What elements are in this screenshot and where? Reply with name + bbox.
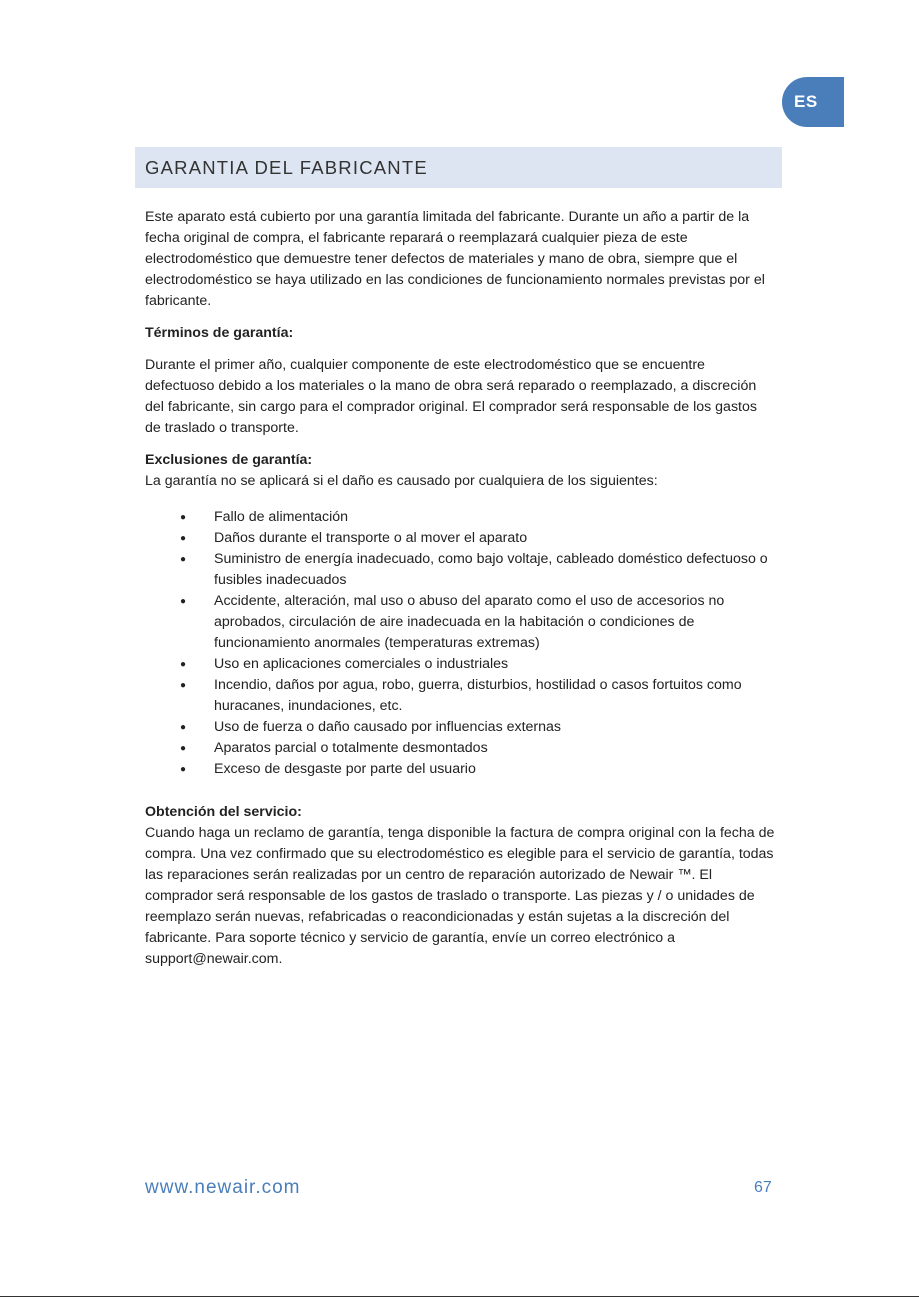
exclusions-heading: Exclusiones de garantía: — [145, 452, 313, 468]
list-item: ● Fallo de alimentación — [145, 507, 775, 528]
service-heading: Obtención del servicio: — [145, 804, 302, 820]
list-item: ● Uso de fuerza o daño causado por influencias externas — [145, 717, 775, 738]
list-item: ● Aparatos parcial o totalmente desmontados — [145, 738, 775, 759]
language-tab: ES — [782, 77, 844, 127]
list-item: ● Uso en aplicaciones comerciales o industriales — [145, 654, 775, 675]
page-title: GARANTIA DEL FABRICANTE — [145, 157, 428, 178]
list-item: ● Exceso de desgaste por parte del usuario — [145, 759, 775, 780]
warranty-content — [145, 207, 775, 970]
service-paragraph: Cuando haga un reclamo de garantía, tenga disponible la factura de compra original con la fecha de compra. Una vez confirmado que su electrodoméstico es elegible para el servicio de garantía, todas las reparaciones serán realizadas por un centro de reparación autorizado de Newair ™. El comprador será responsable de los gastos de traslado o transporte. Las piezas y / o unidades de reemplazo serán nuevas, refabricadas o reacondicionadas y están sujetas a la discreción del fabricante. Para soporte técnico y servicio de garantía, envíe un correo electrónico a support@newair.com. — [145, 825, 775, 967]
list-item: ● Daños durante el transporte o al mover el aparato — [145, 528, 775, 549]
terms-heading: Términos de garantía: — [145, 325, 294, 341]
section-title-bar — [135, 147, 782, 188]
list-item: ● Incendio, daños por agua, robo, guerra, disturbios, hostilidad o casos fortuitos como huracanes, inundaciones, etc. — [145, 675, 775, 717]
intro-paragraph: Este aparato está cubierto por una garantía limitada del fabricante. Durante un año a partir de la fecha original de compra, el fabricante reparará o reemplazará cualquier pieza de este electrodoméstico que demuestre tener defectos de materiales y mano de obra, siempre que el electrodoméstico se haya utilizado en las condiciones de funcionamiento normales previstas por el fabricante. — [145, 209, 765, 309]
bottom-divider — [0, 1296, 919, 1297]
footer-website-link[interactable]: www.newair.com — [145, 1177, 301, 1198]
list-item: ● Suministro de energía inadecuado, como bajo voltaje, cableado doméstico defectuoso o fusibles inadecuados — [145, 549, 775, 591]
exclusions-intro: La garantía no se aplicará si el daño es causado por cualquiera de los siguientes: — [145, 473, 658, 489]
page-number: 67 — [754, 1179, 772, 1196]
terms-paragraph: Durante el primer año, cualquier componente de este electrodoméstico que se encuentre defectuoso debido a los materiales o la mano de obra será reparado o reemplazado, a discreción del fabricante, sin cargo para el comprador original. El comprador será responsable de los gastos de traslado o transporte. — [145, 357, 757, 436]
exclusions-list — [145, 507, 775, 780]
list-item: ● Accidente, alteración, mal uso o abuso del aparato como el uso de accesorios no aprobados, circulación de aire inadecuada en la habitación o condiciones de funcionamiento anormales (temperaturas extremas) — [145, 591, 775, 654]
